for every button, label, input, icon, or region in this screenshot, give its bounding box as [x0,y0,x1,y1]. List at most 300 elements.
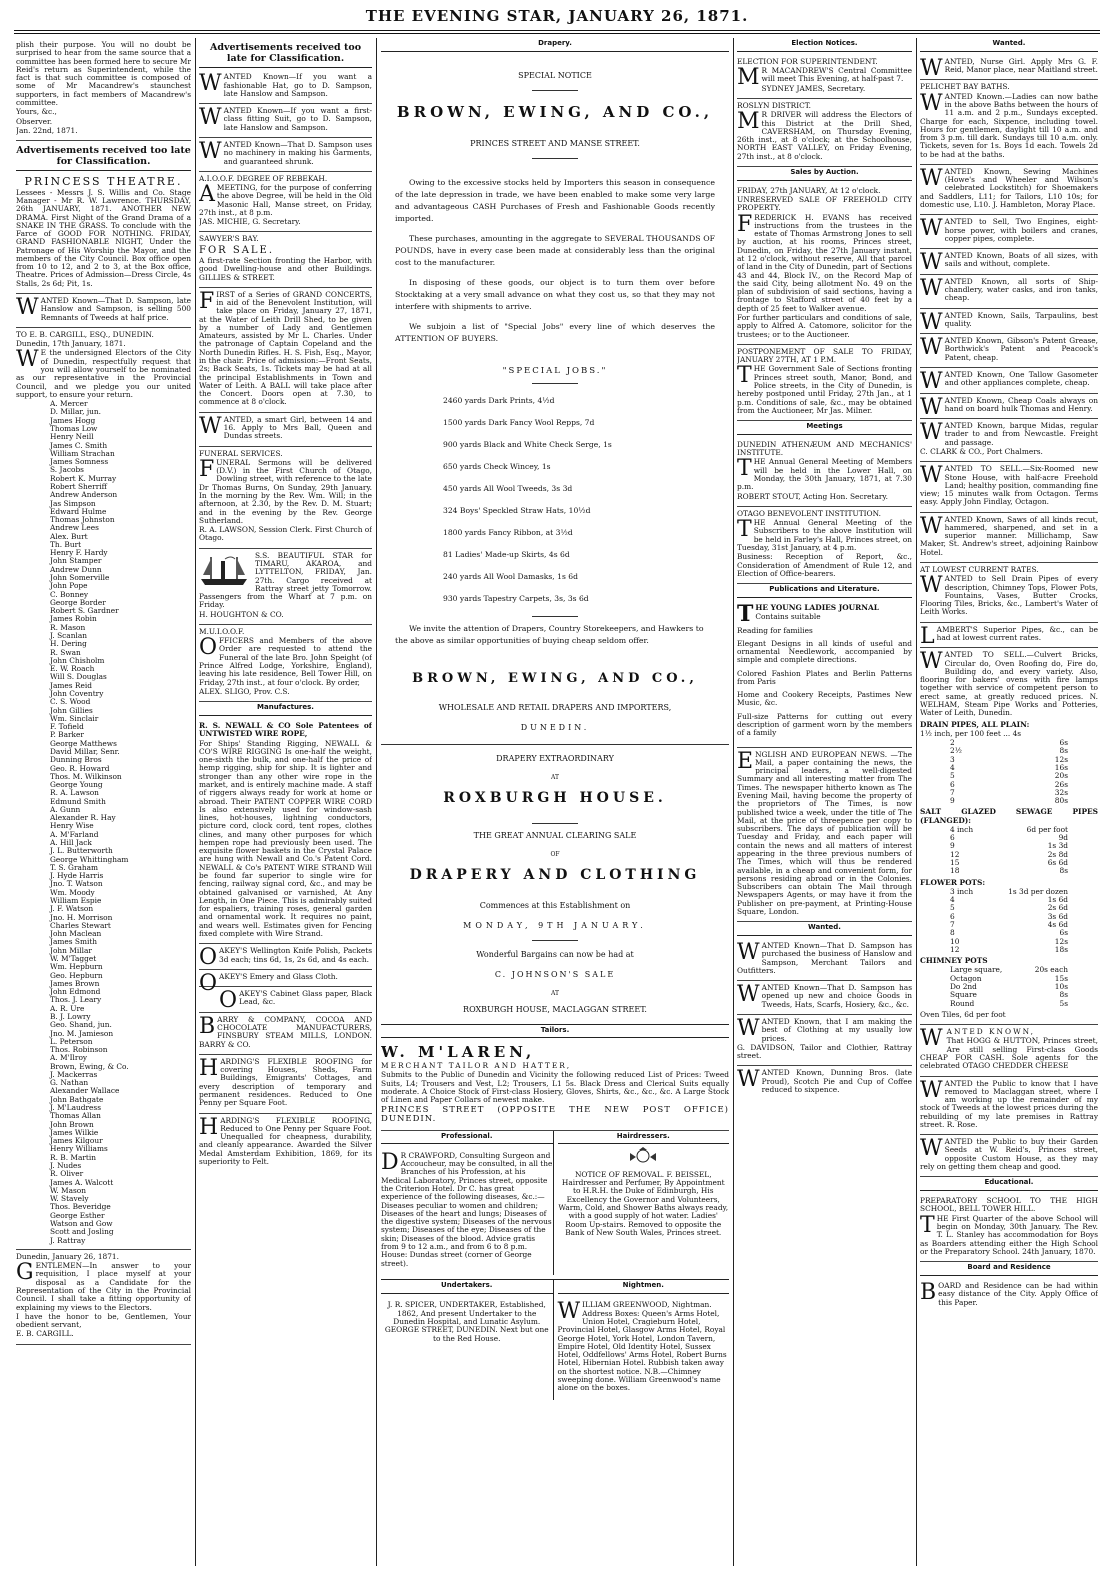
tailors-section: Tailors. [381,1024,729,1039]
drain-subheading: 1½ inch, per 100 feet ... 4s [920,728,1022,738]
flower-price-table [920,888,1098,954]
newall-heading: R. S. NEWALL & CO Sole Patentees of UNTWISTED WIRE ROPE, [199,720,372,739]
lambert-pipes: LAMBERT'S Superior Pipes, &c., can be had at lowest current rates. [920,623,1098,649]
benevolent-body: THE Annual General Meeting of the Subscribers to the above Institution will be held in Farley's Hall, Princes street, on Tuesday, 31st January, at 4 p.m. [737,517,912,552]
cargill-requisition: WE the undersigned Electors of the City of Dunedin, respectfully request that you will allow yourself to be nominated as our representative in the Provincial Council, and we pledge you our united support, to ensure your return. [16,347,191,399]
price-cell: 2s 6d [1047,903,1068,913]
signatory-name: John Stamper [50,556,102,566]
athenaeum-signature: ROBERT STOUT, Acting Hon. Secretary. [737,491,888,501]
signatory-name: James Wilkie [50,1127,99,1137]
chimney-price-table [920,966,1098,1007]
wanted-seeds: WANTED the Public to buy their Garden Seeds at W. Reid's, Princes street, opposite Custom House, as they may rely on getting them cheap and good. [920,1136,1098,1172]
driver-notice: MR DRIVER will address the Electors of this District at the Drill Shed, CAVERSHAM, on Thursday Evening, 26th inst., at 8 o'clock; at the Schoolhouse, NORTH EAST VALLEY, on Friday Evening, 27th inst., at 8 o'clock. [737,109,912,161]
wanted-saws: WANTED Known, Saws of all kinds recut, hammered, sharpened, and set in a superior manner. Millichamp, Saw Maker, St. Andrew's street, adjoining Rainbow Hotel. [920,513,1098,557]
signatory-name: J. Hyde Harris [50,871,104,881]
hogg-heading: WANTED KNOWN, [920,1026,1036,1052]
of-label: OF [550,850,560,858]
column-1 [16,38,191,1566]
royal-crest-icon [626,1147,660,1163]
signatory-name: James C. Smith [50,440,108,450]
price-cell: 4 [950,895,955,905]
price-row [920,913,1098,921]
price-cell: 8s [1059,866,1068,876]
price-row [920,781,1098,789]
baths-notice: WANTED Known.—Ladies can now bathe in the above Baths between the hours of 11 a.m. and 2 p.m., Sundays excepted. Charge for each, Sixpence, including towel. Hours for gentlemen, daylight till 10 a.m. and from 3 p.m. till dark. Sundays till 10 a.m. only. Tickets, seven for 1s. Boys 1d each. Towels 2d to be had at the baths. [920,90,1098,159]
roxburgh-house: ROXBURGH HOUSE. [443,789,667,806]
signatory-name: A. Gunn [50,804,81,814]
rates-heading: AT LOWEST CURRENT RATES. [920,565,1039,575]
signatory-name: Geo. R. Howard [50,763,110,773]
sawyer-subheading: FOR SALE. [199,244,275,256]
signatory-name: John Edmond [50,987,101,997]
signatory-name: C. S. Wood [50,697,91,707]
price-cell: 80s [1054,796,1068,806]
signatory-name: D. Millar, jun. [50,407,102,417]
price-cell: 12s [1054,936,1068,946]
mlaren-prices: Submits to the Public of Dunedin and Vicinity the following reduced List of Prices: Tweed Suits, L4; Trousers and Vest, L2; Trousers, L1 5s. Black Dress and Clerical Suits equally moderate. A Choice Stock of First-class Hosiery, Gloves, Shirts, &c., &c., &c. A Large Stock of Linen and Paper Collars of newest make. [381,1070,729,1105]
column-3 [381,38,729,1566]
signatory-name: Wm. Hepburn [50,962,103,972]
signatory-name: R. Oliver [50,1169,84,1179]
signatory-name: Charles Stewart [50,920,111,930]
wanted-house: WANTED TO SELL.—Six-Roomed new Stone House, with half-acre Freehold Land; healthy position, commanding fine view; 15 minutes walk from Octagon. Terms easy. Apply John Findlay, Octagon. [920,463,1098,507]
signatory-name: Henry Williams [50,1144,108,1154]
oakey-glass-paper: OAKEY'S Cabinet Glass paper, Black Lead, &c. [219,988,372,1014]
special-job-item: 81 Ladies' Made-up Skirts, 4s 6d [443,549,570,559]
professional-section: Professional. [381,1131,553,1145]
signatory-name: E. W. Roach [50,664,95,674]
price-cell: 16s [1054,762,1068,772]
muioof-heading: M.U.I.O.O.F. [199,626,245,636]
wanted-midas: WANTED Known, barque Midas, regular trader to and from Newcastle. Freight and passage. [920,420,1098,447]
signatory-name: Will S. Douglas [50,672,107,682]
price-cell: Do 2nd [950,981,977,991]
mlaren-title: MERCHANT TAILOR AND HATTER, [381,1061,572,1071]
signatory-name: T. S. Graham [50,862,99,872]
price-row [920,975,1098,983]
signatory-name: Thomas Low [50,423,98,433]
signatory-name: G. Nathan [50,1078,89,1088]
firm-name-2: BROWN, EWING, AND CO., [412,671,698,687]
price-cell: 6 [950,779,955,789]
postponement-body: THE Government Sale of Sections fronting Princes street south, Manor, Bond, and Police streets, in the City of Dunedin, is hereby postponed until Friday, 27th Jan., at 1 p.m. Conditions of sale, &c., may be obtained from the Auctioneer, Mr Jas. Milner. [737,363,912,415]
price-cell: 1s 3d [1047,841,1068,851]
wanted-sails: WANTED Known, Sails, Tarpaulins, best quality. [920,309,1098,335]
signatory-name: Robert Sherriff [50,481,107,491]
school-heading: PREPARATORY SCHOOL TO THE HIGH SCHOOL, BELL TOWER HILL. [920,1196,1098,1214]
price-cell: 5 [950,903,955,913]
price-cell: 12 [950,944,960,954]
price-row [920,834,1098,842]
signatory-name: Th. Burt [50,539,82,549]
price-row [920,938,1098,946]
price-cell: Octagon [950,973,982,983]
column-divider [376,38,377,1566]
signatory-name: James A. Walcott [50,1177,114,1187]
price-cell: 8 [950,928,955,938]
price-row [920,946,1098,954]
drain-price-table [920,739,1098,805]
journal-item: Elegant Designs in all kinds of useful and ornamental Needlework, accompanied by simple and complete directions. [737,638,912,665]
at-label-2: AT [550,989,559,997]
theatre-body: Lessees - Messrs J. S. Willis and Co. Stage Manager - Mr R. W. Lawrence. THURSDAY, 26th JANUARY, 1871. ANOTHER NEW DRAMA. First Night of the Grand Drama of a SNAKE IN THE GRASS. To conclude with the Farce of GOOD FOR NOTHING. FRIDAY, GRAND FASHIONABLE NIGHT, Under the Patronage of His Worship the Mayor, and the members of the City Council. Box office open from 10 to 12, and 2 to 3, at the Box office, Theatre. Prices of Admission—Dress Circle, 4s Stalls, 2s 6d; Pit, 1s. [16,187,191,288]
school-body: THE First Quarter of the above School will begin on Monday, 30th January. The Rev. T. L. Stanley has accommodation for Boys as Boarders attending either the High School or the Preparatory School. 24th January, 1870. [920,1212,1098,1256]
drapery-invite: We invite the attention of Drapers, Country Storekeepers, and Hawkers to the above as similar opportunities of buying cheap seldom offer. [395,623,704,645]
wanted-dunning: WANTED Known, Dunning Bros. (late Proud), Scotch Pie and Cup of Coffee reduced to sixpence. [737,1067,912,1094]
signatory-name: Alexander R. Hay [50,813,116,823]
signatory-name: Watson and Gow [50,1218,113,1228]
signatory-name: John Gillies [50,705,93,715]
aloof-signature: JAS. MICHIE, G. Secretary. [199,217,301,227]
column-5 [920,38,1098,1566]
price-cell: 26s [1054,779,1068,789]
signatory-name: Henry Wise [50,821,94,831]
special-jobs-list [381,390,729,610]
signatory-name: A. Hill Jack [50,838,92,848]
price-cell: 20s each [1034,965,1068,975]
drapery-clothing: DRAPERY AND CLOTHING [409,866,701,883]
signatory-name: John Bathgate [50,1094,104,1104]
journal-heading: THE YOUNG LADIES JOURNAL [737,600,879,627]
section-heading: Advertisements received too late for Classification. [16,143,191,171]
signatory-name: Thos. J. Leary [50,995,102,1005]
signatory-name: John Brown [50,1119,94,1129]
reply-signature: E. B. CARGILL. [16,1329,74,1339]
wanted-remnants: WANTED Known—That D. Sampson, late Hanslow and Sampson, is selling 500 Remnants of Tweeds at half price. [16,295,191,322]
price-row [920,867,1098,875]
price-cell: 2 [950,738,955,748]
steamship-agent: H. HOUGHTON & CO. [199,609,284,619]
signatory-name: James Smith [50,937,98,947]
jobs-heading: "SPECIAL JOBS." [502,366,608,377]
wanted-tweeds: WANTED the Public to know that I have removed to Maclaggan street, where I am working up the remainder of my stock of Tweeds at the lowest prices during the rebuilding of my late premises in Rattray street. R. Rose. [920,1077,1098,1129]
special-job-item: 2460 yards Dark Prints, 4½d [443,395,555,405]
signatory-name: L. Peterson [50,1036,93,1046]
price-cell: 8s [1059,990,1068,1000]
funeral-heading: FUNERAL SERVICES. [199,448,283,458]
signatory-name: James Reid [50,680,92,690]
drapery-intro: Owing to the excessive stocks held by Importers this season in consequence of the late depression in trade, we have been enabled to make some very large and advantageous CASH Purchases of Fresh and Fashionable Goods recently imported. [395,178,715,224]
price-row [920,1000,1098,1008]
signatory-name: John Somerville [50,573,110,583]
letter-signer: Observer. [16,116,53,126]
signatory-name: A. R. Ure [50,1003,85,1013]
signatory-name: J. Rattray [50,1235,86,1245]
board-section: Board and Residence [920,1262,1098,1276]
firm-city: DUNEDIN. [520,722,590,732]
price-row [920,991,1098,999]
sawyer-body: A first-rate Section fronting the Harbor, with good Dwelling-house and other Buildings. GILLIES & STREET. [199,255,372,282]
price-cell: 20s [1054,771,1068,781]
hairdressers-section: Hairdressers. [558,1131,730,1145]
divider [532,383,578,384]
price-row [920,859,1098,867]
signatory-name: Brown, Ewing, & Co. [50,1061,129,1071]
wanted-culvert: WANTED TO SELL.—Culvert Bricks, Circular do, Oven Roofing do, Fire do, Building do, and every variety. Also, flooring for bakers' ovens with fire lamps together with service of competent person to erect same, at greatly reduced prices. N. WELHAM, Steam Pipe Works and Potteries, Water of Leith, Dunedin. [920,649,1098,718]
signatory-name: Wm. Sinclair [50,713,99,723]
signatory-name: Henry F. Hardy [50,548,108,558]
reply-body: GENTLEMEN—In answer to your requisition, I place myself at your disposal as a Candidate for the Representation of the City in the Provincial Council. I shall take a fitting opportunity of explaining my views to the Electors. [16,1260,191,1312]
price-cell: 12s [1054,754,1068,764]
journal-item: Full-size Patterns for cutting out every description of garment worn by the members of a family [737,711,912,738]
manufactures-section: Manufactures. [199,702,372,716]
price-cell: 6s [1059,928,1068,938]
board-notice: BOARD and Residence can be had within easy distance of the City. Apply Office of this Paper. [920,1279,1098,1307]
signatory-name: Henry Neill [50,432,94,442]
sale-date: MONDAY, 9TH JANUARY. [463,920,647,930]
wanted-ship-chandlery: WANTED Known, all sorts of Ship-chandlery, water casks, and iron tanks, cheap. [920,275,1098,303]
price-cell: Large square, [950,965,1003,975]
price-cell: 6s 6d [1047,858,1068,868]
price-cell: 2½ [950,746,962,756]
salt-price-table [920,826,1098,876]
divider [532,823,578,824]
column-divider [195,38,196,1566]
signatory-name: John Maclean [50,929,102,939]
signatory-name: Jno. T. Watson [50,879,103,889]
price-cell: 9 [950,841,955,851]
signatory-name: James Robin [50,614,97,624]
oakey-knife-polish: OAKEY'S Wellington Knife Polish, Packets 3d each; tins 6d, 1s, 2s 6d, and 4s each. [199,945,372,971]
nightmen-section: Nightmen. [558,1280,730,1294]
wanted-clothing: WANTED Known, that I am making the best of Clothing at my usually low prices. [737,1016,912,1043]
greenwood-notice: WILLIAM GREENWOOD, Nightman. Address Boxes: Queen's Arms Hotel, Union Hotel, Cragieburn Hotel, Provincial Hotel, Glasgow Arms Hotel, Royal George Hotel, York Hotel, London Tavern, Empire Hotel, Old Identity Hotel, Sussex Hotel, Oddfellows' Arms Hotel, Robert Burns Hotel, Hibernian Hotel. Rubbish taken away on the shortest notice. N.B.—Chimney sweeping done. William Greenwood's name alone on the boxes. [557,1299,727,1393]
special-job-item: 930 yards Tapestry Carpets, 3s, 3s 6d [443,593,589,603]
price-row [920,797,1098,805]
wanted-section: Wanted. [737,922,912,936]
price-cell: 5s [1059,998,1068,1008]
column-divider [733,38,734,1566]
signatory-name: George Young [50,780,103,790]
cargill-date: Dunedin, 17th January, 1871. [16,339,126,349]
price-cell: 4 [950,762,955,772]
wanted-suit: WANTED Known—If you want a first-class fitting Suit, go to D. Sampson, late Hanslow and Sampson. [199,105,372,132]
auction-date: FRIDAY, 27th JANUARY, At 12 o'clock. [737,185,881,195]
cargill-heading: TO E. B. CARGILL, ESQ., DUNEDIN. [16,329,154,339]
signatory-name: J. F. Watson [50,904,94,914]
price-row [920,983,1098,991]
wanted-drain: WANTED to Sell Drain Pipes of every description, Chimney Tops, Flower Pots, Fountains, Vases, Butter Crocks, Flooring Tiles, Bricks, &c., Lambert's Water of Leith Works. [920,573,1098,617]
muioof-body: OFFICERS and Members of the above Order are requested to attend the Funeral of the late Bro. John Speight (of Prince Alfred Lodge, Yorkshire, England), leaving his late residence, Bell Tower Hill, on Friday, 27th inst., at four o'clock. By order, [199,635,372,687]
flower-heading: FLOWER POTS: [920,877,986,887]
wanted-garments: WANTED Known—That D. Sampson uses no machinery in making his Garments, and guaranteed shrunk. [199,138,372,166]
letter-sign: Yours, &c., [16,107,57,117]
journal-subheading: Contains suitable [755,612,821,622]
drain-heading: DRAIN PIPES, ALL PLAIN: [920,719,1030,729]
drapery-purchases: These purchases, amounting in the aggregate to SEVERAL THOUSANDS OF POUNDS, have in every case been made at considerably less than the original cost to the manufacturer. [395,234,715,268]
special-job-item: 900 yards Black and White Check Serge, 1s [443,439,612,449]
column-divider [916,38,917,1566]
postponement-heading: POSTPONEMENT OF SALE TO FRIDAY, JANUARY 27TH, AT 1 P.M. [737,346,912,365]
signatory-name: William Strachan [50,448,115,458]
price-row [920,826,1098,834]
column-2 [199,38,372,1566]
signatory-name: Thomas Johnston [50,515,115,525]
price-cell: 7 [950,920,955,930]
signatory-name: Geo. Shand, jun. [50,1020,112,1030]
masthead-title: THE EVENING STAR, JANUARY 26, 1871. [365,7,749,25]
firm-name: BROWN, EWING, AND CO., [396,102,714,121]
signatory-name: Thos. Beveridge [50,1202,111,1212]
price-cell: 3s 6d [1047,911,1068,921]
signatory-name: Robert K. Murray [50,473,117,483]
spicer-notice: J. R. SPICER, UNDERTAKER, Established, 1862, And present Undertaker to the Dunedin Hospital, and Lunatic Asylum. GEORGE STREET, DUNEDIN. Next but one to the Red House. [384,1300,549,1343]
educational-section: Educational. [920,1177,1098,1191]
signatory-name: Thos. Robinson [50,1045,108,1055]
special-job-item: 1500 yards Dark Fancy Wool Repps, 7d [443,417,595,427]
price-cell: 6 [950,833,955,843]
firm-wholesale: WHOLESALE AND RETAIL DRAPERS AND IMPORTERS, [438,702,672,712]
signatory-name: Geo. Hepburn [50,970,103,980]
signatory-name: P. Barker [50,730,84,740]
price-cell: 9 [950,796,955,806]
undertakers-section: Undertakers. [381,1280,553,1294]
divider [532,158,578,159]
athenaeum-body: THE Annual General Meeting of Members will be held in the Lower Hall, on Monday, the 30th January, 1871, at 7.30 p.m. [737,456,912,492]
election-heading: ELECTION FOR SUPERINTENDENT. [737,56,878,66]
journal-contents [737,627,912,738]
signatory-name: J. L. Butterworth [50,846,113,856]
salt-heading: SALT GLAZED SEWAGE PIPES (FLANGED): [920,807,1098,825]
oakey-emery: OAKEY'S Emery and Glass Cloth. [199,970,338,996]
macandrew-signature: SYDNEY JAMES, Secretary. [761,83,866,93]
signatory-name: David Millar, Senr. [50,746,120,756]
drapery-disposing: In disposing of these goods, our object is to turn them over before Stocktaking at a very small advance on what they cost us, so that they may not interfere with shipments to arrive. [395,278,715,312]
wanted-section-2: Wanted. [920,38,1098,52]
meetings-section: Meetings [737,421,912,435]
special-job-item: 324 Boys' Speckled Straw Hats, 10½d [443,505,591,515]
baths-heading: PELICHET BAY BATHS. [920,82,1010,92]
price-cell: 4 inch [950,824,974,834]
signatory-name: Edmund Smith [50,796,106,806]
drapery-extraordinary: DRAPERY EXTRAORDINARY [496,753,614,763]
clark-signature: C. CLARK & CO., Port Chalmers. [920,446,1043,456]
signatory-name: Wm. Moody [50,887,95,897]
signatory-name: James Somness [50,457,109,467]
signatory-name: James Kilgour [50,1136,103,1146]
drapery-section: Drapery. [381,38,729,52]
signatory-name: R. B. Martin [50,1152,96,1162]
mlaren-name: W. M'LAREN, [381,1043,536,1062]
price-cell: 10s [1054,981,1068,991]
crawford-notice: DR CRAWFORD, Consulting Surgeon and Accoucheur, may be consulted, in all the Branches of his Profession, at his Medical Laboratory, Princes street, opposite the Criterion Hotel. Dr C. has great experience of the following diseases, &c.:— Diseases peculiar to women and children; Diseases of the heart and lungs; Diseases of the digestive system; Diseases of the nervous system; Diseases of the eye; Diseases of the skin; Diseases of the blood. Advice gratis from 9 to 12 a.m., and from 6 to 8 p.m. House: Dundas street (corner of George street). [381,1149,553,1268]
signatory-name: S. Jacobs [50,465,84,475]
price-cell: Round [950,998,975,1008]
price-row [920,772,1098,780]
signatory-name: Andrew Lees [50,523,99,533]
newall-body: For Ships' Standing Rigging, NEWALL & CO'S WIRE RIGGING Is one-half the weight, one-sixth the bulk, and one-half the price of hemp rigging, ship for ship. It is lighter and stronger than any other wire rope in the market, and is entirely machine made. A staff of riggers always ready for work at home or abroad. Their PATENT COPPER WIRE CORD Is also extensively used for window-sash lines, hot-houses, lightning conductors, picture cord, clock cord, tent ropes, clothes clines, and many other purposes for which hempen rope had previously been used. The exquisite flower baskets in the Crystal Palace are hung with Newall and Co.'s Patent Cord. NEWALL & Co's PATENT WIRE STRAND Will be found far superior to single wire for fencing, railway signal cord, &c., and may be obtained galvanised or varnished, At Any Length, in One Piece. This is admirably suited for espaliers, training roses, general garden and ornamental work. It requires no paint, and wears well. Estimates given for Fencing fixed complete with Wire Strand. [199,738,372,939]
signatory-name: J. Scanlan [50,631,87,640]
election-section: Election Notices. [737,38,912,52]
concert-notice: FIRST of a Series of GRAND CONCERTS, in aid of the Benevolent Institution, will take place on Friday, January 27, 1871, at the Water of Leith Drill Shed, to be given by a number of Lady and Gentlemen Amateurs, assisted by Mr L. Charles. Under the patronage of Captain Copeland and the North Dunedin Rifles. H. S. Fish, Esq., Mayor, in the chair. Price of admission:—Front Seats, 2s; Back Seats, 1s. Tickets may be had at all the principal Establishments in Town and Water of Leith. A BALL will take place after the Concert. Doors open at 7.30, to commence at 8 o'clock. [199,288,372,407]
funeral-body: FUNERAL Sermons will be delivered (D.V.) in the First Church of Otago, Dowling street, with reference to the late Dr Thomas Burns, On Sunday, 29th January. In the morning by the Rev. Wm. Will; in the afternoon, at 2.30, by the Rev. D. M. Stuart; and in the evening by the Rev. George Sutherland. [199,456,372,525]
journal-item: Colored Fashion Plates and Berlin Patterns from Paris [737,668,912,686]
price-cell: 1s 6d [1047,895,1068,905]
journal-item: Reading for families [737,625,813,635]
signatory-name: F. Tofield [50,722,84,732]
at-label: AT [550,773,559,781]
price-cell: 6d per foot [1026,824,1068,834]
wanted-engines: WANTED to Sell, Two Engines, eight-horse power, with boilers and cranes, copper pipes, complete. [920,216,1098,243]
signatory-name: Dunning Bros [50,755,102,765]
wanted-sewing: WANTED Known, Sewing Machines (Howe's and Wheeler and Wilson's celebrated Lockstitch) for Shoemakers and Saddlers, L11; for Tailors, L10 10s; for domestic use, L10. J. Hambleton, Moray Place. [920,165,1098,210]
signatory-name: Edward Hulme [50,506,107,516]
auction-section: Sales by Auction. [737,167,912,181]
price-cell: 1s 3d per dozen [1008,886,1068,896]
column-4 [737,38,912,1566]
price-row [920,789,1098,797]
signatory-name: Robert S. Gardner [50,606,119,616]
oven-tiles: Oven Tiles, 6d per foot [920,1009,1006,1019]
price-row [920,896,1098,904]
wanted-boats: WANTED Known, Boats of all sizes, with sails and without, complete. [920,250,1098,276]
section-heading: Advertisements received too late for Classification. [199,40,372,68]
publications-section: Publications and Literature. [737,584,912,598]
masthead-rule [14,30,1100,31]
price-cell: 15s [1054,973,1068,983]
journal-item: Home and Cookery Receipts, Pastimes New Music, &c. [737,690,912,708]
commences: Commences at this Establishment on [479,900,631,910]
special-job-item: 1800 yards Fancy Ribbon, at 3½d [443,527,573,537]
reply-close: I have the honor to be, Gentlemen, Your obedient servant, [16,1311,191,1330]
european-news: ENGLISH AND EUROPEAN NEWS. —The Mail, a paper containing the news, the principal leaders, a well-digested Summary and all interesting matter from The Times. The newspaper hitherto known as The Evening Mail, having become the property of the proprietors of The Times, is now published twice a week, under the title of The Mail, at the price of threepence per copy to subscribers. The days of publication will be Tuesday and Friday, and each paper will contain the news and all matters of interest appearing in the three previous numbers of The Times, which will thus be rendered available, in a cheap and convenient form, for persons residing abroad or in the Colonies. Subscribers can obtain The Mail through Newspapers Agents, or may have it from the Publisher on pre-payment, at Printing-House Square, London. [737,748,912,916]
signatory-name: C. Bonney [50,589,89,599]
wanted-sampson-business: WANTED Known—That D. Sampson has purchased the business of Hanslow and Sampson, Merchant Tailors and Outfitters. [737,940,912,975]
chimney-heading: CHIMNEY POTS [920,956,988,966]
aloof-heading: A.I.O.O.F. DEGREE OF REBEKAH. [199,173,328,183]
signatory-name: Thos. M. Wilkinson [50,771,122,781]
price-row [920,921,1098,929]
price-cell: 18 [950,866,960,876]
price-cell: 7 [950,787,955,797]
signatory-name: W. Stavely [50,1194,89,1204]
signatory-name: J. M'Laudress [50,1103,101,1113]
signatory-name: Alex. Burt [50,531,88,541]
signatory-name: J. Nudes [50,1161,82,1170]
signatory-name: George Esther [50,1210,105,1220]
signatory-name: Alexander Wallace [50,1086,120,1096]
wanted-coals: WANTED Known, Cheap Coals always on hand on board hulk Thomas and Henry. [920,394,1098,420]
signatory-name: George Border [50,597,106,607]
signatory-name: Scott and Josling [50,1227,114,1237]
signatory-name: R. A. Lawson [50,788,99,798]
price-cell: 32s [1054,787,1068,797]
price-cell: 8s [1059,746,1068,756]
divider [532,616,578,617]
price-row [920,739,1098,747]
price-row [920,904,1098,912]
price-cell: 12 [950,849,960,859]
wanted-sampson-goods: WANTED Known—That D. Sampson has opened up new and choice Goods in Tweeds, Hats, Scarfs, Hosiery, &c., &c. [737,982,912,1009]
signatory-name: Andrew Dunn [50,564,102,574]
price-row [920,888,1098,896]
price-cell: 4s 6d [1047,920,1068,930]
wanted-hat: WANTED Known—If you want a fashionable Hat, go to D. Sampson, late Hanslow and Sampson. [199,71,372,98]
price-row [920,929,1098,937]
benevolent-heading: OTAGO BENEVOLENT INSTITUTION. [737,508,881,518]
davidson-signature: G. DAVIDSON, Tailor and Clothier, Rattray street. [737,1042,912,1061]
steamship-notice: S.S. BEAUTIFUL STAR for TIMARU, AKAROA, and LYTTELTON, FRIDAY, Jan. 27th. Cargo received at Rattray street jetty Tomorrow. Passengers from the Wharf at 7 p.m. on Friday. [199,550,372,610]
signatory-name: George Whittingham [50,854,129,864]
price-cell: 6s [1059,738,1068,748]
signatory-name: A. M'Farland [50,829,99,839]
firm-address: PRINCES STREET AND MANSE STREET. [470,139,640,149]
sawyer-heading: SAWYER'S BAY. [199,234,259,244]
price-row [920,842,1098,850]
beissel-notice: NOTICE OF REMOVAL. F. BEISSEL, Hairdresser and Perfumer, By Appointment to H.R.H. the Duke of Edinburgh, His Excellency the Governor and Volunteers, Warm, Cold, and Shower Baths always ready, with a good supply of hot water. Ladies' Room Up-stairs. Removed to opposite the Bank of New South Wales, Princes street. [558,1169,729,1237]
signatory-name: J. Mackerras [50,1069,98,1079]
signatory-name: Jas Simpson [50,498,96,508]
